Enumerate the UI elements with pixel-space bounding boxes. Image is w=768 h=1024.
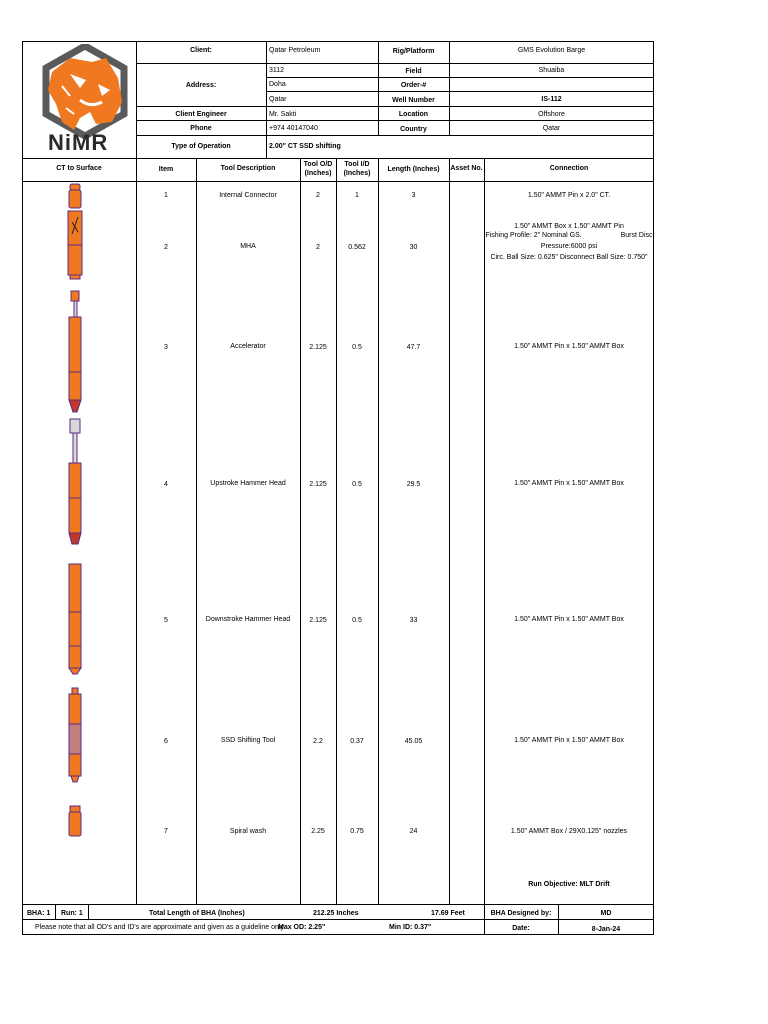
total-length-label: Total Length of BHA (Inches): [149, 910, 245, 917]
col-asset-no: Asset No.: [450, 165, 483, 172]
field-label: Field: [405, 68, 422, 75]
col-tool-id: Tool I/D (Inches): [343, 161, 371, 177]
tool-length: 30: [409, 244, 418, 251]
field-value: Shuaiba: [538, 67, 565, 74]
tool-connection: 1.50" AMMT Box / 29X0.125" nozzles: [510, 828, 628, 835]
max-od: Max OD: 2.25": [278, 924, 326, 931]
tool-id: 0.562: [348, 244, 366, 251]
col-ct-to-surface: CT to Surface: [56, 165, 102, 172]
bha-tool-string-drawing: [50, 182, 110, 842]
bha-designed-by-value: MD: [600, 910, 612, 917]
mha-drawing: [68, 211, 82, 279]
address-line-3: Qatar: [269, 96, 287, 103]
tool-length: 29.5: [406, 481, 421, 488]
tool-description: Internal Connector: [219, 192, 277, 199]
tool-connection: Circ. Ball Size: 0.625" Disconnect Ball Size: 0.750": [490, 254, 648, 261]
tool-connection: Pressure:6000 psi: [540, 243, 598, 250]
rig-value: GMS Evolution Barge: [517, 47, 586, 54]
col-tool-od: Tool O/D (Inches): [303, 161, 333, 177]
tool-connection: 1.50" AMMT Pin x 1.50" AMMT Box: [514, 737, 624, 744]
bha-designed-by-label: BHA Designed by:: [490, 910, 552, 917]
run-number: Run: 1: [61, 910, 83, 917]
accelerator-drawing: [69, 291, 81, 412]
address-line-1: 3112: [269, 67, 285, 74]
tool-od: 2.125: [309, 617, 327, 624]
tool-connection: 1.50" AMMT Pin x 2.0" CT.: [527, 192, 611, 199]
tool-od: 2.125: [309, 481, 327, 488]
item-number: 6: [164, 738, 168, 745]
internal-connector-drawing: [69, 184, 81, 208]
well-number-value: IS-112: [541, 96, 562, 103]
nimr-logo: [40, 44, 130, 156]
tool-od: 2: [316, 192, 320, 199]
min-id: Min ID: 0.37": [389, 924, 432, 931]
ssd-shifting-tool-drawing: [69, 688, 81, 782]
tool-od: 2: [316, 244, 320, 251]
downstroke-hammer-drawing: [69, 564, 81, 674]
client-value: Qatar Petroleum: [269, 47, 321, 54]
run-objective: Run Objective: MLT Drift: [528, 881, 610, 888]
tool-connection: 1.50" AMMT Box x 1.50" AMMT Pin: [514, 223, 624, 230]
tool-length: 47.7: [406, 344, 421, 351]
item-number: 4: [164, 481, 168, 488]
tool-od: 2.25: [311, 828, 325, 835]
col-tool-description: Tool Description: [220, 165, 276, 172]
address-line-2: Doha: [269, 81, 286, 88]
order-label: Order-#: [400, 82, 427, 89]
item-number: 5: [164, 617, 168, 624]
disclaimer-note: Please note that all OD's and ID's are approximate and given as a guideline only: [35, 924, 284, 931]
tool-connection: 1.50" AMMT Pin x 1.50" AMMT Box: [514, 480, 624, 487]
col-length: Length (Inches): [387, 166, 440, 173]
tool-description: MHA: [240, 243, 256, 250]
logo-text: NiMR: [48, 130, 109, 155]
phone-value: +974 40147040: [269, 125, 318, 132]
tool-connection: 1.50" AMMT Pin x 1.50" AMMT Box: [514, 343, 624, 350]
rig-label: Rig/Platform: [392, 48, 435, 55]
col-item: Item: [158, 166, 174, 173]
client-label: Client:: [190, 47, 212, 54]
phone-label: Phone: [190, 125, 212, 132]
tool-description: Spiral wash: [229, 828, 267, 835]
item-number: 2: [164, 244, 168, 251]
spiral-wash-drawing: [69, 806, 81, 836]
tool-od: 2.125: [309, 344, 327, 351]
upstroke-hammer-drawing: [69, 419, 81, 544]
item-number: 1: [164, 192, 168, 199]
tool-length: 33: [409, 617, 418, 624]
tool-id: 0.37: [350, 738, 364, 745]
tool-id: 0.5: [352, 617, 362, 624]
total-length-feet: 17.69 Feet: [431, 910, 465, 917]
well-number-label: Well Number: [392, 97, 435, 104]
address-label: Address:: [185, 82, 217, 89]
tool-connection: Fishing Profile: 2" Nominal GS. Burst Disc: [485, 232, 653, 239]
tool-length: 45.05: [404, 738, 423, 745]
tool-description: Upstroke Hammer Head: [210, 480, 286, 487]
bha-number: BHA: 1: [27, 910, 51, 917]
item-number: 7: [164, 828, 168, 835]
tool-description: SSD Shifting Tool: [220, 737, 276, 744]
tool-length: 24: [409, 828, 418, 835]
item-number: 3: [164, 344, 168, 351]
client-engineer-value: Mr. Sakti: [269, 111, 297, 118]
tool-description: Downstroke Hammer Head: [205, 616, 291, 623]
country-value: Qatar: [542, 125, 561, 132]
operation-type-value: 2.00" CT SSD shifting: [269, 143, 341, 150]
tool-connection: 1.50" AMMT Pin x 1.50" AMMT Box: [514, 616, 624, 623]
tool-od: 2.2: [313, 738, 323, 745]
country-label: Country: [400, 126, 427, 133]
client-engineer-label: Client Engineer: [175, 111, 227, 118]
tool-id: 1: [355, 192, 359, 199]
tool-id: 0.75: [350, 828, 364, 835]
header-divider: [136, 41, 137, 158]
tool-id: 0.5: [352, 344, 362, 351]
col-connection: Connection: [549, 165, 589, 172]
operation-type-label: Type of Operation: [171, 143, 231, 150]
date-label: Date:: [512, 925, 530, 932]
tool-description: Accelerator: [230, 343, 266, 350]
tool-length: 3: [411, 192, 416, 199]
location-value: Offshore: [538, 111, 565, 118]
date-value: 8-Jan-24: [591, 926, 621, 933]
total-length-inches: 212.25 Inches: [313, 910, 359, 917]
location-label: Location: [398, 111, 429, 118]
tool-id: 0.5: [352, 481, 362, 488]
